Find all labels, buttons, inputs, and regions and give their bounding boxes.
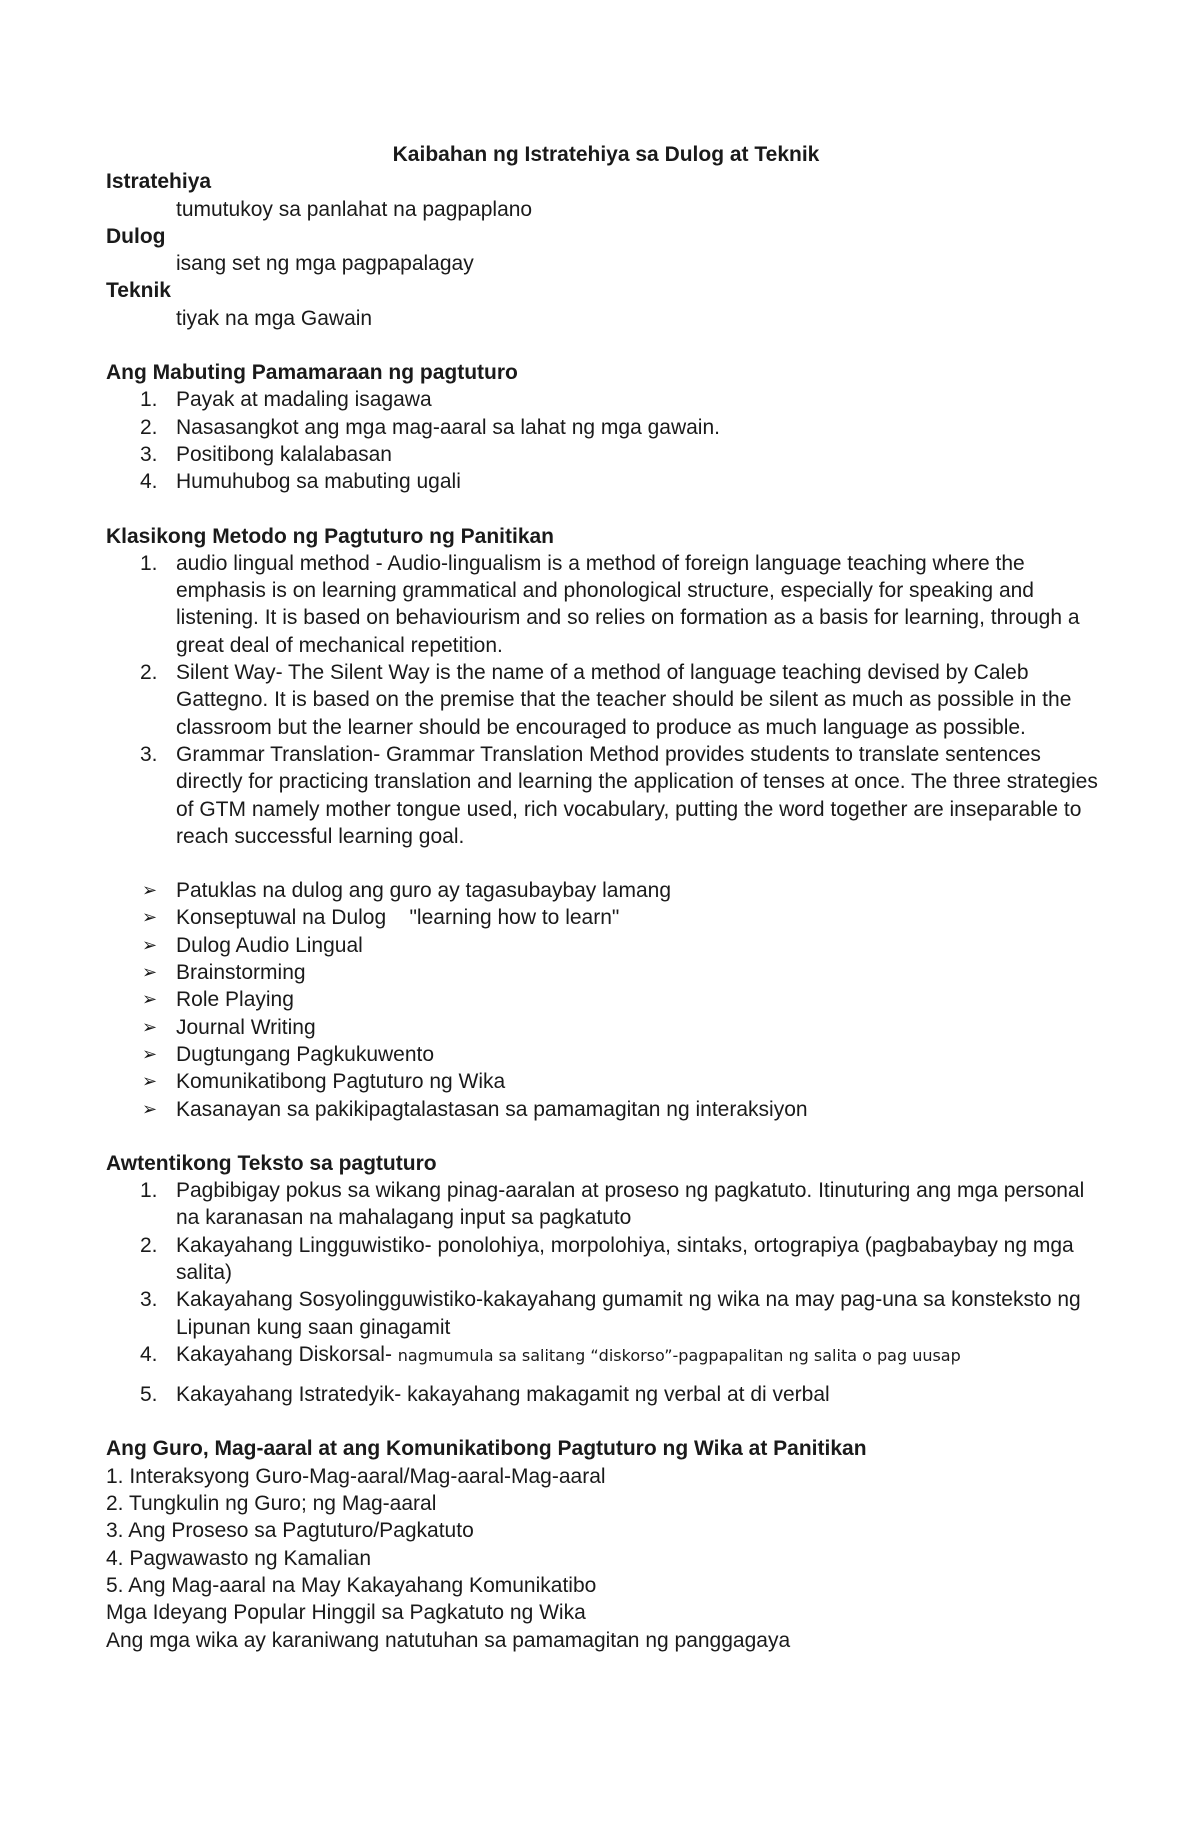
text-line: Mga Ideyang Popular Hinggil sa Pagkatuto ng Wika [106, 1601, 586, 1625]
text-line: 1. Interaksyong Guro-Mag-aaral/Mag-aaral-Mag-aaral [106, 1464, 606, 1488]
list-number: 3. [140, 442, 158, 466]
list-item [106, 1381, 1106, 1408]
list-number: 1. [140, 388, 158, 412]
bullet-text: Dugtungang Pagkukuwento [176, 1042, 435, 1066]
numbered-list [106, 386, 1106, 495]
text-line: 3. Ang Proseso sa Pagtuturo/Pagkatuto [106, 1519, 474, 1543]
list-item-text: Humuhubog sa mabuting ugali [176, 470, 461, 494]
definition-term: Dulog [106, 224, 166, 248]
text-line: Ang mga wika ay karaniwang natutuhan sa pamamagitan ng panggagaya [106, 1628, 791, 1652]
list-number: 5. [140, 1383, 158, 1407]
bullet-item [106, 904, 1106, 931]
list-item [106, 550, 1106, 659]
bullet-text: Brainstorming [176, 961, 306, 985]
list-item-text: Grammar Translation- Grammar Translation Method provides students to translate sentences directly for practicing translation and learning the application of tenses at once. The three strategies of GTM namely mother tongue used, rich vocabulary, putting the word together are inseparable to reach successful learning goal. [176, 742, 1098, 848]
bullet-text: Role Playing [176, 988, 294, 1012]
bullet-item [106, 1096, 1106, 1123]
list-item-note: nagmumula sa salitang “diskorso”-pagpapalitan ng salita o pag uusap [397, 1345, 961, 1365]
bullet-item [106, 986, 1106, 1013]
list-number: 4. [140, 470, 158, 494]
arrow-bullet-icon: ➢ [142, 989, 158, 1011]
list-item [106, 414, 1106, 441]
numbered-list [106, 1177, 1106, 1408]
section-heading: Klasikong Metodo ng Pagtuturo ng Panitikan [106, 524, 555, 548]
list-item-text: Payak at madaling isagawa [176, 388, 432, 412]
arrow-bullet-icon: ➢ [142, 1043, 158, 1065]
arrow-bullet-icon: ➢ [142, 1016, 158, 1038]
bullet-item [106, 1068, 1106, 1095]
text-line: 4. Pagwawasto ng Kamalian [106, 1546, 371, 1570]
list-item-text: Positibong kalalabasan [176, 442, 392, 466]
list-item-text: Pagbibigay pokus sa wikang pinag-aaralan at proseso ng pagkatuto. Itinuturing ang mga personal na karanasan na mahalagang input sa pagkatuto [176, 1179, 1085, 1230]
arrow-bullet-icon: ➢ [142, 962, 158, 984]
definition-text: tumutukoy sa panlahat na pagpaplano [176, 197, 533, 221]
bullet-item [106, 1041, 1106, 1068]
list-item-text: audio lingual method - Audio-lingualism is a method of foreign language teaching where the emphasis is on learning grammatical and phonological structure, especially for speaking and listening. It is based on behaviourism and so relies on formation as a basis for learning, through a great deal of mechanical repetition. [176, 551, 1080, 657]
text-line: 5. Ang Mag-aaral na May Kakayahang Komunikatibo [106, 1573, 597, 1597]
list-item-text: Nasasangkot ang mga mag-aaral sa lahat ng mga gawain. [176, 415, 720, 439]
bullet-item [106, 932, 1106, 959]
section-heading: Awtentikong Teksto sa pagtuturo [106, 1151, 437, 1175]
definition-text: isang set ng mga pagpapalagay [176, 252, 474, 276]
arrow-bullet-icon: ➢ [142, 907, 158, 929]
section-heading: Ang Mabuting Pamamaraan ng pagtuturo [106, 361, 518, 385]
list-item [106, 1286, 1106, 1341]
bullet-text: Konseptuwal na Dulog "learning how to learn" [176, 906, 620, 930]
list-item [106, 1232, 1106, 1287]
arrow-bullet-icon: ➢ [142, 1071, 158, 1093]
list-number: 1. [140, 1179, 158, 1203]
bullet-text: Dulog Audio Lingual [176, 933, 363, 957]
bullet-item [106, 1014, 1106, 1041]
bullet-text: Komunikatibong Pagtuturo ng Wika [176, 1070, 506, 1094]
bullet-text: Patuklas na dulog ang guro ay tagasubaybay lamang [176, 879, 672, 903]
definition-term: Teknik [106, 279, 171, 303]
list-item [106, 659, 1106, 741]
list-number: 3. [140, 1288, 158, 1312]
definition-term: Istratehiya [106, 170, 212, 194]
text-line: 2. Tungkulin ng Guro; ng Mag-aaral [106, 1492, 437, 1516]
list-item [106, 441, 1106, 468]
list-item [106, 741, 1106, 850]
list-number: 2. [140, 1233, 158, 1257]
list-item [106, 1177, 1106, 1232]
numbered-list [106, 550, 1106, 850]
arrow-bullet-icon: ➢ [142, 934, 158, 956]
bullet-item [106, 959, 1106, 986]
list-item [106, 386, 1106, 413]
list-number: 4. [140, 1342, 158, 1366]
document-body [106, 141, 1106, 1654]
list-number: 2. [140, 415, 158, 439]
list-item-text: Kakayahang Sosyolingguwistiko-kakayahang gumamit ng wika na may pag-una sa konsteksto ng Lipunan kung saan ginagamit [176, 1288, 1081, 1339]
list-item-text: Kakayahang Istratedyik- kakayahang makagamit ng verbal at di verbal [176, 1383, 830, 1407]
arrow-bullet-icon: ➢ [142, 880, 158, 902]
list-number: 2. [140, 661, 158, 685]
list-item [106, 1341, 1106, 1369]
list-item [106, 468, 1106, 495]
list-number: 3. [140, 742, 158, 766]
bullet-text: Journal Writing [176, 1015, 316, 1039]
bullet-item [106, 877, 1106, 904]
document-title: Kaibahan ng Istratehiya sa Dulog at Teknik [392, 143, 820, 166]
section-heading: Ang Guro, Mag-aaral at ang Komunikatibong Pagtuturo ng Wika at Panitikan [106, 1437, 867, 1461]
bullet-text: Kasanayan sa pakikipagtalastasan sa pamamagitan ng interaksiyon [176, 1097, 808, 1121]
bullet-list [106, 877, 1106, 1123]
list-number: 1. [140, 551, 158, 575]
list-item-text: Silent Way- The Silent Way is the name of a method of language teaching devised by Caleb Gattegno. It is based on the premise that the teacher should be silent as much as possible in the classroom but the learner should be encouraged to produce as much language as possible. [176, 661, 1072, 739]
arrow-bullet-icon: ➢ [142, 1098, 158, 1120]
list-item-text: Kakayahang Diskorsal- [176, 1342, 398, 1366]
list-item-text: Kakayahang Lingguwistiko- ponolohiya, morpolohiya, sintaks, ortograpiya (pagbabaybay ng mga salita) [176, 1233, 1074, 1284]
definition-text: tiyak na mga Gawain [176, 306, 373, 330]
